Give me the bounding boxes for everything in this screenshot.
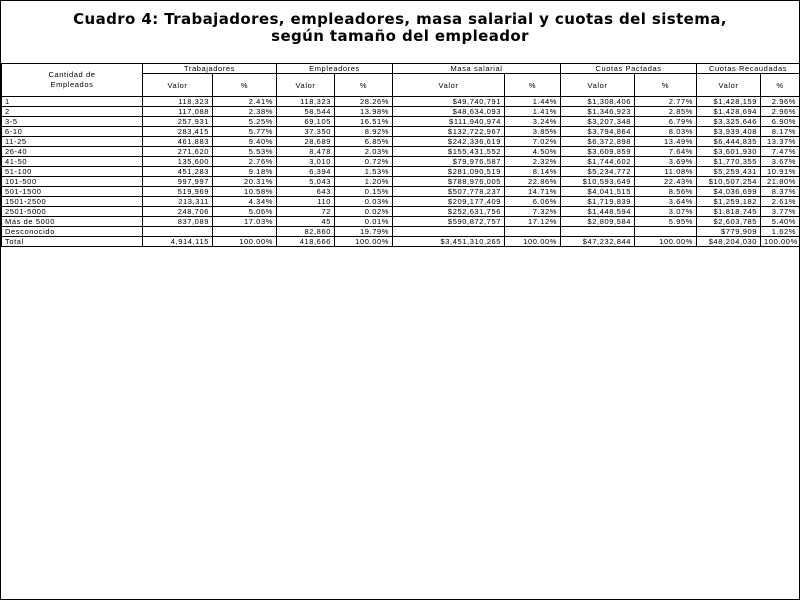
subheader-valor: Valor [393,74,505,97]
percent-cell: 1.44% [505,97,561,107]
percent-cell: 4.50% [505,147,561,157]
percent-cell: 14.71% [505,187,561,197]
value-cell [393,227,505,237]
percent-cell: 2.41% [213,97,277,107]
percent-cell: 3.69% [635,157,697,167]
row-label: Más de 5000 [2,217,143,227]
table-row [2,237,800,247]
value-cell: 3,010 [277,157,335,167]
percent-cell: 7.32% [505,207,561,217]
table-row [2,137,800,147]
table-row [2,147,800,157]
percent-cell: 17.03% [213,217,277,227]
percent-cell: 2.77% [635,97,697,107]
percent-cell: 6.06% [505,197,561,207]
value-cell: 58,544 [277,107,335,117]
percent-cell: 22.43% [635,177,697,187]
group-header-trabajadores: Trabajadores [143,64,277,74]
row-label: 26-40 [2,147,143,157]
value-cell: 6,394 [277,167,335,177]
percent-cell: 1.20% [335,177,393,187]
value-cell: $1,259,182 [697,197,761,207]
value-cell: $1,308,406 [561,97,635,107]
value-cell: $1,770,355 [697,157,761,167]
percent-cell: 2.96% [761,97,800,107]
value-cell: 118,323 [277,97,335,107]
value-cell: $111,940,974 [393,117,505,127]
value-cell: $3,939,408 [697,127,761,137]
percent-cell: 6.79% [635,117,697,127]
value-cell: 837,089 [143,217,213,227]
value-cell: 4,914,115 [143,237,213,247]
title-line-1: Cuadro 4: Trabajadores, empleadores, masa salarial y cuotas del sistema, [73,10,727,28]
subheader-valor: Valor [561,74,635,97]
percent-cell: 16.51% [335,117,393,127]
percent-cell: 3.64% [635,197,697,207]
percent-cell: 13.37% [761,137,800,147]
value-cell: $6,444,835 [697,137,761,147]
table-row [2,167,800,177]
value-cell: 8,478 [277,147,335,157]
value-cell: 257,931 [143,117,213,127]
value-cell: $779,909 [697,227,761,237]
percent-cell: 2.61% [761,197,800,207]
percent-cell: 3.85% [505,127,561,137]
percent-cell: 2.76% [213,157,277,167]
value-cell: 5,043 [277,177,335,187]
row-label: 41-50 [2,157,143,167]
percent-cell: 0.72% [335,157,393,167]
percent-cell: 0.03% [335,197,393,207]
table-row [2,97,800,107]
percent-cell: 4.34% [213,197,277,207]
value-cell: 643 [277,187,335,197]
percent-cell: 5.40% [761,217,800,227]
value-cell: 72 [277,207,335,217]
value-cell: 997,997 [143,177,213,187]
table-row [2,177,800,187]
table-row [2,127,800,137]
percent-cell: 10.91% [761,167,800,177]
percent-cell: 8.37% [761,187,800,197]
value-cell: $3,601,930 [697,147,761,157]
value-cell: 110 [277,197,335,207]
percent-cell: 11.08% [635,167,697,177]
percent-cell: 20.31% [213,177,277,187]
percent-cell: 1.41% [505,107,561,117]
value-cell: 82,860 [277,227,335,237]
row-label: 101-500 [2,177,143,187]
value-cell: $252,631,756 [393,207,505,217]
value-cell: $1,818,745 [697,207,761,217]
table-row [2,157,800,167]
value-cell: $48,204,030 [697,237,761,247]
value-cell: $3,794,864 [561,127,635,137]
row-label: Desconocido [2,227,143,237]
table-row [2,187,800,197]
percent-cell: 2.32% [505,157,561,167]
percent-cell: 0.02% [335,207,393,217]
subheader-percent: % [761,74,800,97]
group-header-cuotas-pactadas: Cuotas Pactadas [561,64,697,74]
value-cell: $1,719,839 [561,197,635,207]
row-label: Total [2,237,143,247]
value-cell: $1,744,602 [561,157,635,167]
percent-cell: 9.40% [213,137,277,147]
value-cell: $5,259,431 [697,167,761,177]
row-label: 1 [2,97,143,107]
percent-cell: 7.02% [505,137,561,147]
row-label: 11-25 [2,137,143,147]
value-cell: 271,620 [143,147,213,157]
value-cell: 213,311 [143,197,213,207]
title-line-2: según tamaño del empleador [271,27,529,45]
row-header-line-1: Cantidad de [48,70,96,79]
value-cell: $132,722,967 [393,127,505,137]
value-cell: 283,415 [143,127,213,137]
percent-cell: 17.12% [505,217,561,227]
table-row [2,227,800,237]
percent-cell: 5.53% [213,147,277,157]
row-label: 3-5 [2,117,143,127]
percent-cell: 8.14% [505,167,561,177]
value-cell: $10,593,649 [561,177,635,187]
percent-cell: 21.80% [761,177,800,187]
value-cell: $209,177,409 [393,197,505,207]
percent-cell: 13.98% [335,107,393,117]
percent-cell: 2.03% [335,147,393,157]
value-cell: $5,234,772 [561,167,635,177]
percent-cell: 19.79% [335,227,393,237]
percent-cell: 3.77% [761,207,800,217]
value-cell: $1,448,594 [561,207,635,217]
table-row [2,217,800,227]
table-row [2,117,800,127]
row-label: 501-1500 [2,187,143,197]
value-cell: $3,609,859 [561,147,635,157]
percent-cell: 8.17% [761,127,800,137]
percent-cell [213,227,277,237]
value-cell: $3,325,646 [697,117,761,127]
value-cell: 135,600 [143,157,213,167]
value-cell: $3,207,348 [561,117,635,127]
row-label: 2501-5000 [2,207,143,217]
percent-cell: 2.85% [635,107,697,117]
subheader-valor: Valor [143,74,213,97]
value-cell [561,227,635,237]
value-cell: $788,976,005 [393,177,505,187]
value-cell: 519,969 [143,187,213,197]
value-cell: 248,706 [143,207,213,217]
percent-cell: 100.00% [213,237,277,247]
percent-cell: 2.96% [761,107,800,117]
value-cell: $1,428,159 [697,97,761,107]
subheader-percent: % [213,74,277,97]
percent-cell: 5.06% [213,207,277,217]
row-label: 6-10 [2,127,143,137]
table-row [2,207,800,217]
subheader-valor: Valor [277,74,335,97]
value-cell: $10,507,254 [697,177,761,187]
percent-cell: 10.58% [213,187,277,197]
percent-cell: 3.24% [505,117,561,127]
value-cell: 418,666 [277,237,335,247]
percent-cell: 6.85% [335,137,393,147]
percent-cell: 22.86% [505,177,561,187]
table-row [2,197,800,207]
value-cell: $4,036,699 [697,187,761,197]
value-cell: $242,336,619 [393,137,505,147]
percent-cell: 1.62% [761,227,800,237]
value-cell: $79,976,587 [393,157,505,167]
percent-cell: 9.18% [213,167,277,177]
value-cell: $4,041,515 [561,187,635,197]
value-cell: 45 [277,217,335,227]
value-cell: 118,323 [143,97,213,107]
percent-cell: 100.00% [505,237,561,247]
group-header-empleadores: Empleadores [277,64,393,74]
table-row [2,107,800,117]
value-cell: $281,090,519 [393,167,505,177]
percent-cell [635,227,697,237]
percent-cell: 8.92% [335,127,393,137]
subheader-percent: % [335,74,393,97]
value-cell: $1,428,694 [697,107,761,117]
value-cell: $155,431,552 [393,147,505,157]
subheader-percent: % [505,74,561,97]
percent-cell: 13.49% [635,137,697,147]
row-header-line-2: Empleados [50,80,94,89]
percent-cell: 3.07% [635,207,697,217]
row-label: 1501-2500 [2,197,143,207]
value-cell: $2,603,785 [697,217,761,227]
percent-cell: 100.00% [335,237,393,247]
value-cell: $3,451,310,265 [393,237,505,247]
percent-cell: 5.25% [213,117,277,127]
value-cell: $49,740,791 [393,97,505,107]
percent-cell: 0.01% [335,217,393,227]
row-header-cell [2,64,143,97]
group-header-cuotas-recaudadas: Cuotas Recaudadas [697,64,800,74]
percent-cell: 0.15% [335,187,393,197]
percent-cell: 1.53% [335,167,393,177]
value-cell: 37,350 [277,127,335,137]
document-title [1,11,799,45]
value-cell: $2,809,584 [561,217,635,227]
value-cell: $48,634,093 [393,107,505,117]
percent-cell: 5.95% [635,217,697,227]
value-cell: $1,346,923 [561,107,635,117]
value-cell: $590,872,757 [393,217,505,227]
percent-cell: 7.64% [635,147,697,157]
percent-cell: 8.03% [635,127,697,137]
subheader-valor: Valor [697,74,761,97]
percent-cell: 5.77% [213,127,277,137]
value-cell: 117,088 [143,107,213,117]
value-cell: 451,283 [143,167,213,177]
value-cell: $507,778,237 [393,187,505,197]
percent-cell: 6.90% [761,117,800,127]
percent-cell: 100.00% [761,237,800,247]
group-header-masa-salarial: Masa salarial [393,64,561,74]
value-cell: 28,689 [277,137,335,147]
value-cell: $6,372,898 [561,137,635,147]
row-label: 2 [2,107,143,117]
percent-cell: 7.47% [761,147,800,157]
group-header-row [2,64,800,74]
row-label: 51-100 [2,167,143,177]
value-cell: 69,105 [277,117,335,127]
percent-cell: 2.38% [213,107,277,117]
percent-cell: 3.67% [761,157,800,167]
subheader-percent: % [635,74,697,97]
value-cell: $47,232,844 [561,237,635,247]
value-cell: 461,883 [143,137,213,147]
percent-cell: 8.56% [635,187,697,197]
value-cell [143,227,213,237]
percent-cell: 28.26% [335,97,393,107]
percent-cell: 100.00% [635,237,697,247]
data-table [1,63,800,247]
percent-cell [505,227,561,237]
table-body [2,97,800,247]
